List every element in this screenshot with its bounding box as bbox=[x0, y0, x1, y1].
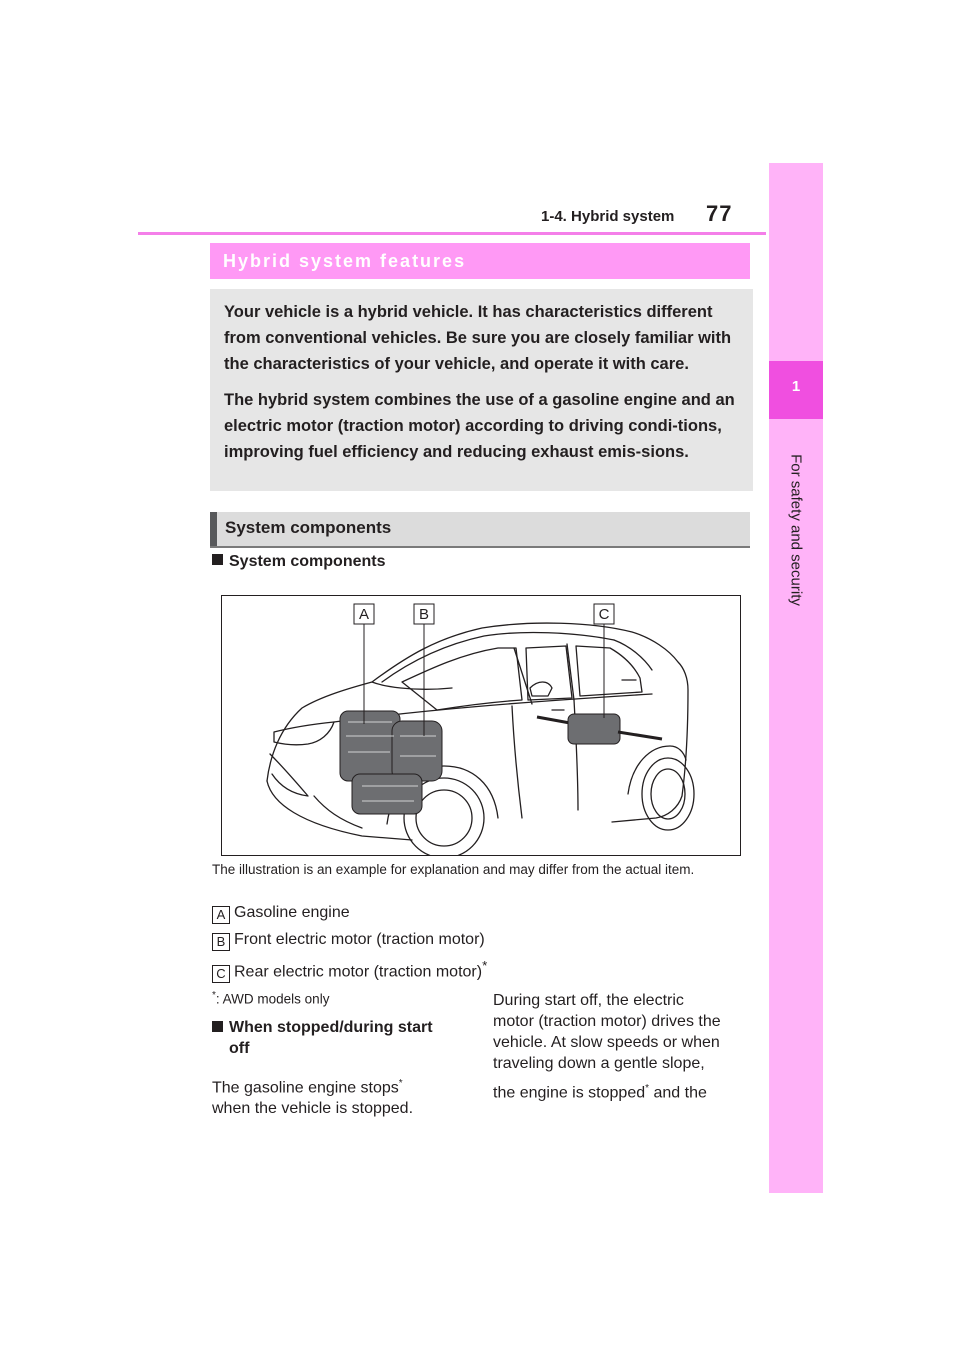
legend-key: A bbox=[212, 906, 230, 924]
body-line: motor (traction motor) drives the bbox=[493, 1013, 721, 1030]
subheading-system-components bbox=[212, 553, 385, 571]
body-line: The gasoline engine stops bbox=[212, 1079, 399, 1097]
page-number: 77 bbox=[706, 201, 733, 226]
body-line: vehicle. At slow speeds or when bbox=[493, 1034, 720, 1051]
figure-label-c: C bbox=[598, 606, 610, 623]
intro-paragraph: Your vehicle is a hybrid vehicle. It has characteristics different from conventional vehicles. Be sure you are closely familiar with the characteristics of your vehicle, and operate it with care. bbox=[224, 303, 732, 373]
legend-key: B bbox=[212, 933, 230, 951]
legend-text: Gasoline engine bbox=[234, 904, 350, 921]
legend-item bbox=[212, 904, 350, 924]
legend-key: C bbox=[212, 965, 230, 983]
body-text-right bbox=[493, 990, 721, 1103]
figure-label-a: A bbox=[358, 606, 370, 623]
chapter-side-tab bbox=[769, 163, 823, 1193]
figure-caption: The illustration is an example for explanation and may differ from the actual item. bbox=[212, 862, 695, 877]
figure-label-b: B bbox=[418, 606, 430, 623]
body-text-left bbox=[212, 1073, 413, 1119]
subheading-when-stopped bbox=[212, 1017, 462, 1059]
square-bullet-icon bbox=[212, 554, 223, 565]
footnote-marker: * bbox=[645, 1083, 650, 1094]
body-line: traveling down a gentle slope, bbox=[493, 1055, 705, 1072]
section-heading-underline bbox=[210, 546, 750, 548]
section-header-title: 1-4. Hybrid system bbox=[541, 208, 675, 225]
legend-text: Rear electric motor (traction motor) bbox=[234, 963, 483, 981]
legend-text: Front electric motor (traction motor) bbox=[234, 931, 485, 948]
body-line: when the vehicle is stopped. bbox=[212, 1100, 414, 1118]
section-heading-system-components bbox=[210, 512, 750, 546]
chapter-number: 1 bbox=[791, 378, 801, 395]
subheading-text: When stopped/during start bbox=[229, 1019, 433, 1036]
intro-paragraph: The hybrid system combines the use of a gasoline engine and an electric motor (traction motor) according to driving condi-tions, improving fuel efficiency and reducing exhaust emis-sions. bbox=[224, 391, 735, 461]
footnote-marker: * bbox=[482, 958, 488, 973]
subheading-text: System components bbox=[229, 553, 386, 570]
body-line: During start off, the electric bbox=[493, 992, 684, 1009]
legend-item bbox=[212, 958, 487, 983]
footnote bbox=[212, 990, 329, 1007]
subheading-text: off bbox=[229, 1040, 250, 1057]
section-heading-text: System components bbox=[225, 518, 392, 537]
legend-item bbox=[212, 931, 485, 951]
section-heading-text: Hybrid system features bbox=[223, 251, 467, 271]
body-line: and the bbox=[649, 1084, 707, 1102]
section-heading-hybrid-features bbox=[210, 243, 750, 279]
chapter-title: For safety and security bbox=[787, 454, 805, 606]
footnote-marker: * bbox=[212, 990, 216, 1001]
intro-box bbox=[210, 289, 753, 491]
header-rule bbox=[138, 232, 766, 235]
system-components-illustration bbox=[221, 595, 741, 856]
footnote-marker: * bbox=[398, 1078, 403, 1089]
car-illustration bbox=[222, 596, 741, 856]
body-line: the engine is stopped bbox=[493, 1084, 646, 1102]
footnote-text: : AWD models only bbox=[215, 991, 330, 1007]
square-bullet-icon bbox=[212, 1021, 223, 1032]
